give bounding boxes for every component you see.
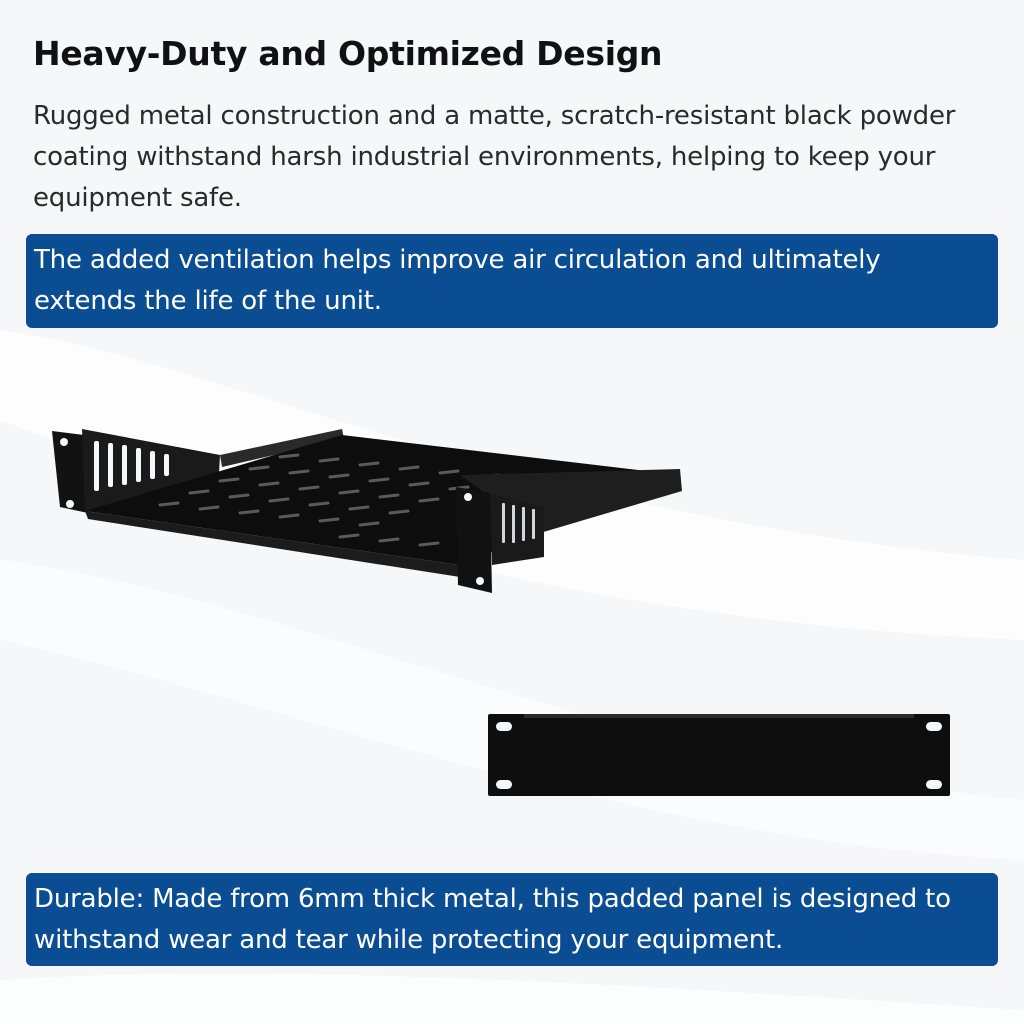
section-heading: Heavy-Duty and Optimized Design bbox=[33, 34, 663, 73]
durable-banner: Durable: Made from 6mm thick metal, this padded panel is designed to withstand wear and tear while protecting your equipment. bbox=[26, 873, 998, 966]
ventilation-banner: The added ventilation helps improve air circulation and ultimately extends the life of the unit. bbox=[26, 234, 998, 328]
blank-panel-image bbox=[484, 708, 954, 804]
vented-shelf-image bbox=[40, 415, 700, 605]
description-text: Rugged metal construction and a matte, scratch-resistant black powder coating withstand harsh industrial environments, helping to keep your equipment safe. bbox=[33, 101, 956, 213]
